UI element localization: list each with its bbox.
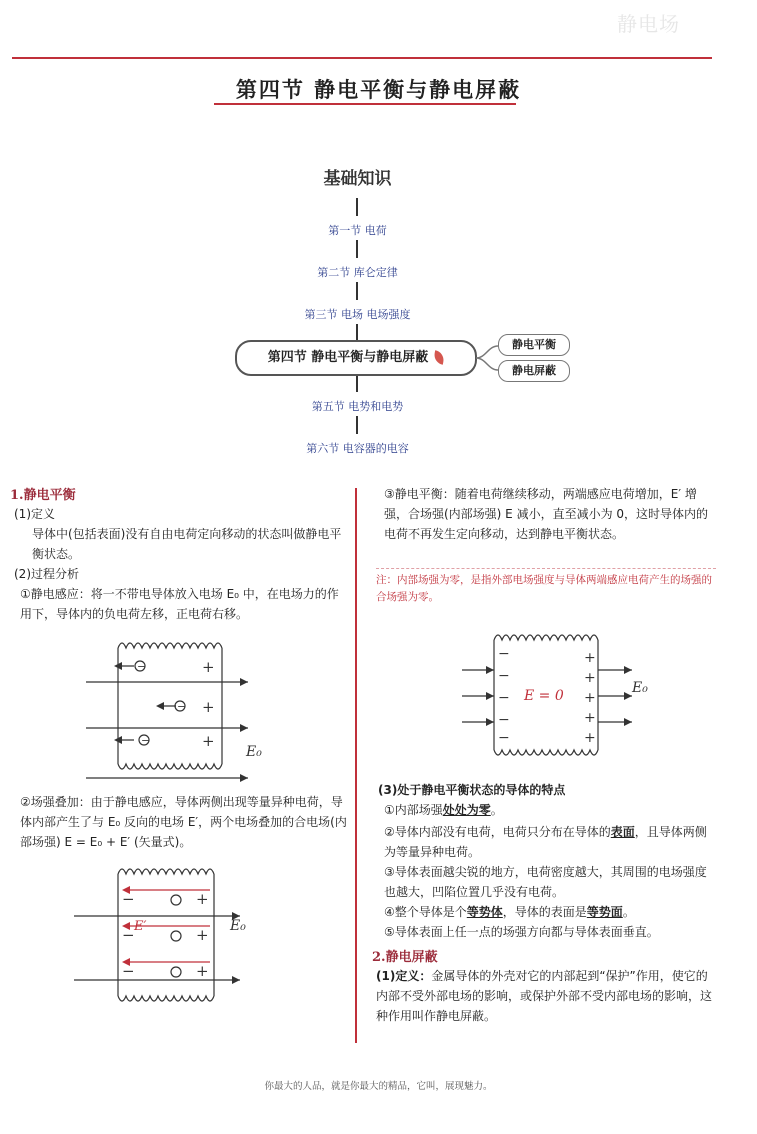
plus-sign: + — [196, 890, 209, 908]
label-E0: E₀ — [230, 918, 246, 934]
mindmap-node-2: 第二节 库仑定律 — [317, 266, 398, 279]
mindmap-current-label: 第四节 静电平衡与静电屏蔽 — [267, 350, 429, 365]
plus-sign: + — [584, 710, 596, 726]
step1-text: ①静电感应：将一不带电导体放入电场 E₀ 中，在电场力的作用下，导体内的负电荷左移，正电荷右移。 — [20, 587, 339, 621]
mindmap-connector — [356, 282, 358, 300]
minus-sign: − — [141, 734, 151, 747]
label-Ezero: E = 0 — [524, 688, 564, 704]
mindmap-connector — [356, 324, 358, 340]
plus-sign: + — [202, 732, 215, 750]
mindmap-connector — [356, 240, 358, 258]
feature-4: ④整个导体是个等势体，导体的表面是等势面。 — [384, 905, 635, 919]
plus-sign: + — [584, 670, 596, 686]
mindmap-node-1: 第一节 电荷 — [328, 224, 387, 237]
figure-induction — [80, 628, 350, 786]
label-E0: E₀ — [632, 680, 648, 696]
label-Eprime: E′ — [134, 919, 147, 934]
column-divider — [355, 488, 357, 1043]
plus-sign: + — [202, 658, 215, 676]
shielding-definition: (1)定义：金属导体的外壳对它的内部起到“保护”作用，使它的内部不受外部电场的影响，或保护外部不受内部电场的影响，这种作用叫作静电屏蔽。 — [376, 969, 713, 1023]
note-text: 注：内部场强为零，是指外部电场强度与导体两端感应电荷产生的场强的合场强为零。 — [376, 568, 716, 606]
definition-text: 导体中(包括表面)没有自由电荷定向移动的状态叫做静电平衡状态。 — [32, 527, 342, 561]
figure-equilibrium — [456, 618, 666, 768]
subheading-definition: (1)定义 — [14, 507, 55, 521]
minus-sign: − — [498, 712, 510, 728]
minus-sign: − — [122, 962, 135, 980]
title-underline — [214, 103, 516, 105]
figure-superposition — [70, 858, 350, 1018]
mindmap-connector — [356, 376, 358, 392]
mindmap-current-node — [235, 340, 477, 376]
conductor-top-wave — [118, 643, 222, 648]
conductor-bottom-wave — [118, 764, 222, 769]
mindmap-node-6: 第六节 电容器的电容 — [306, 442, 409, 455]
mindmap-root: 基础知识 — [323, 169, 392, 189]
mindmap-connector — [356, 416, 358, 434]
mindmap-node-3: 第三节 电场 电场强度 — [304, 308, 411, 321]
plus-sign: + — [196, 962, 209, 980]
minus-sign: − — [122, 890, 135, 908]
features-heading: (3)处于静电平衡状态的导体的特点 — [378, 783, 566, 797]
mindmap-connector — [356, 198, 358, 216]
footer-quote: 你最大的人品，就是你最大的精品，它叫，展现魅力。 — [264, 1081, 493, 1092]
step3-text: ③静电平衡：随着电荷继续移动，两端感应电荷增加，E′ 增强，合场强(内部场强) E 减小，直至减小为 0，这时导体内的电荷不再发生定向移动，达到静电平衡状态。 — [384, 487, 709, 541]
minus-sign: − — [498, 690, 510, 706]
step2-text: ②场强叠加：由于静电感应，导体两侧出现等量异种电荷，导体内部产生了与 E₀ 反向的电场 E′，两个电场叠加的合电场(内部场强) E = E₀ + E′ (矢量式)。 — [20, 795, 347, 849]
plus-sign: + — [584, 690, 596, 706]
minus-sign: − — [122, 926, 135, 944]
mindmap-branch-1: 静电平衡 — [498, 334, 570, 356]
top-rule — [12, 57, 712, 59]
feature-1: ①内部场强处处为零。 — [384, 803, 503, 817]
feature-5: ⑤导体表面上任一点的场强方向都与导体表面垂直。 — [384, 925, 659, 939]
corner-mark: 静电场 — [617, 12, 680, 36]
feature-3: ③导体表面越尖锐的地方，电荷密度越大，其周围的电场强度也越大，凹陷位置几乎没有电荷。 — [384, 865, 707, 899]
plus-sign: + — [584, 650, 596, 666]
minus-sign: − — [498, 668, 510, 684]
section-heading-equilibrium: 1.静电平衡 — [10, 488, 76, 503]
label-E0: E₀ — [246, 744, 262, 760]
subheading-process: (2)过程分析 — [14, 567, 79, 581]
minus-sign: − — [137, 660, 147, 673]
minus-sign: − — [177, 700, 187, 713]
plus-sign: + — [202, 698, 215, 716]
page-title: 第四节 静电平衡与静电屏蔽 — [235, 77, 522, 102]
plus-sign: + — [584, 730, 596, 746]
mindmap-branch-2: 静电屏蔽 — [498, 360, 570, 382]
minus-sign: − — [498, 646, 510, 662]
section-heading-shielding: 2.静电屏蔽 — [372, 950, 438, 965]
plus-sign: + — [196, 926, 209, 944]
feature-2: ②导体内部没有电荷，电荷只分布在导体的表面，且导体两侧为等量异种电荷。 — [384, 825, 707, 859]
minus-sign: − — [498, 730, 510, 746]
leaf-icon — [433, 350, 445, 365]
mindmap-branch-connector — [476, 340, 500, 380]
mindmap-node-5: 第五节 电势和电势 — [311, 400, 404, 413]
